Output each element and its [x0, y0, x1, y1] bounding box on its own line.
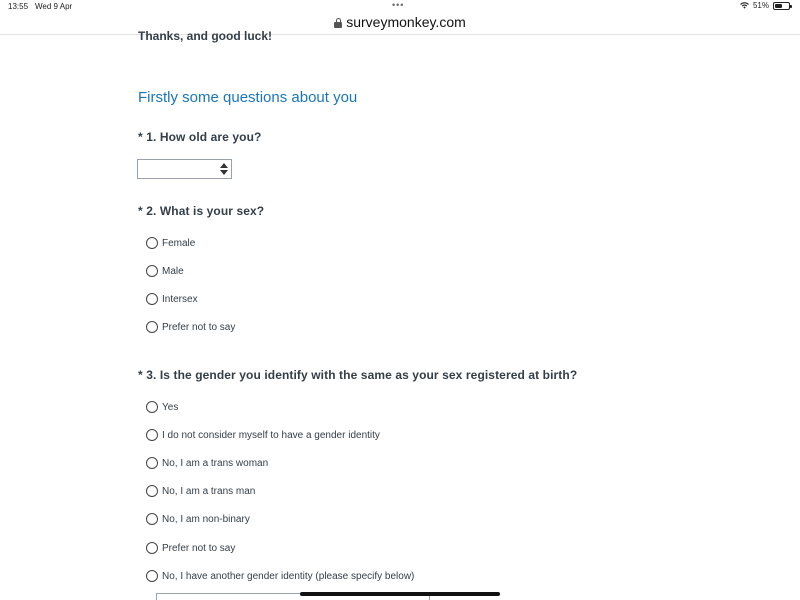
option-label[interactable]: Intersex — [162, 293, 198, 305]
status-bar — [0, 0, 800, 12]
q3-option-yes[interactable] — [146, 400, 178, 414]
status-time: 13:55 — [8, 2, 29, 11]
q2-option-female[interactable] — [146, 236, 195, 250]
q3-option-prefer-not[interactable] — [146, 541, 235, 555]
option-label[interactable]: Prefer not to say — [162, 542, 236, 554]
survey-page — [0, 29, 800, 600]
q3-option-trans-man[interactable] — [146, 484, 255, 498]
q3-option-other[interactable] — [146, 569, 414, 583]
age-select[interactable] — [137, 159, 232, 179]
intro-text-cutoff: Thanks, and good luck! — [138, 29, 273, 43]
radio-button[interactable] — [146, 265, 158, 277]
radio-button[interactable] — [146, 293, 158, 305]
q2-option-prefer-not[interactable] — [146, 320, 235, 334]
question-1-label: * 1. How old are you? — [138, 130, 262, 144]
wifi-icon — [740, 2, 749, 9]
lock-icon — [334, 18, 342, 28]
radio-button[interactable] — [146, 570, 158, 582]
option-label[interactable]: I do not consider myself to have a gender identity — [162, 429, 380, 441]
radio-button[interactable] — [146, 321, 158, 333]
section-title: Firstly some questions about you — [138, 89, 358, 106]
option-label[interactable]: Male — [162, 265, 184, 277]
q3-option-non-binary[interactable] — [146, 512, 250, 526]
option-label[interactable]: No, I have another gender identity (please specify below) — [162, 570, 415, 582]
multitasking-dots[interactable]: ••• — [392, 0, 405, 10]
q3-option-no-identity[interactable] — [146, 428, 380, 442]
radio-button[interactable] — [146, 457, 158, 469]
option-label[interactable]: No, I am a trans woman — [162, 457, 269, 469]
address-bar[interactable] — [0, 12, 800, 35]
option-label[interactable]: No, I am non-binary — [162, 513, 250, 525]
question-3-label: * 3. Is the gender you identify with the same as your sex registered at birth? — [138, 368, 578, 382]
battery-icon — [773, 2, 790, 10]
q2-option-male[interactable] — [146, 264, 184, 278]
status-date: Wed 9 Apr — [35, 2, 73, 11]
home-indicator[interactable] — [300, 592, 500, 596]
status-right — [740, 1, 790, 10]
url-text[interactable]: surveymonkey.com — [346, 14, 466, 30]
option-label[interactable]: Prefer not to say — [162, 321, 236, 333]
radio-button[interactable] — [146, 401, 158, 413]
radio-button[interactable] — [146, 237, 158, 249]
option-label[interactable]: No, I am a trans man — [162, 485, 256, 497]
radio-button[interactable] — [146, 513, 158, 525]
select-updown-icon — [220, 163, 228, 175]
radio-button[interactable] — [146, 542, 158, 554]
battery-percent: 51% — [752, 1, 769, 10]
option-label[interactable]: Female — [162, 237, 196, 249]
url-display[interactable] — [0, 14, 800, 30]
radio-button[interactable] — [146, 429, 158, 441]
option-label[interactable]: Yes — [162, 401, 179, 413]
q2-option-intersex[interactable] — [146, 292, 198, 306]
q3-option-trans-woman[interactable] — [146, 456, 268, 470]
radio-button[interactable] — [146, 485, 158, 497]
question-2-label: * 2. What is your sex? — [138, 204, 265, 218]
